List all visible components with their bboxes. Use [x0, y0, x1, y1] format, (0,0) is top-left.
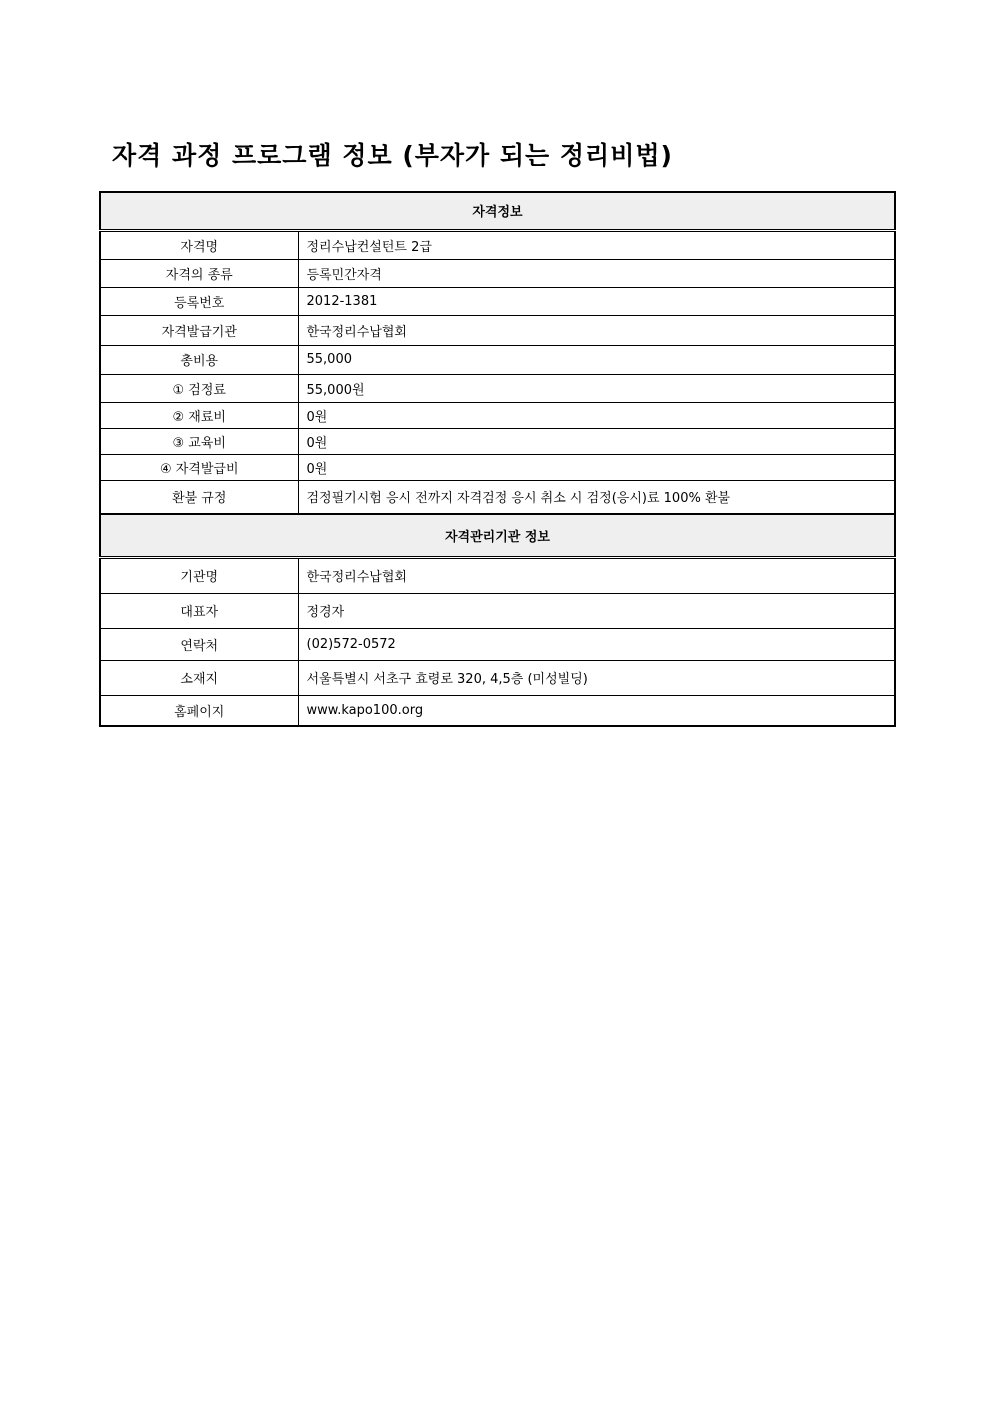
row-label: 환불 규정 [100, 480, 298, 514]
section-header-row [100, 192, 895, 230]
table-row [100, 695, 895, 726]
row-label: 대표자 [100, 593, 298, 628]
row-label: ④ 자격발급비 [100, 454, 298, 480]
table-row [100, 402, 895, 428]
table-row [100, 374, 895, 402]
table-row [100, 315, 895, 345]
row-value: 검정필기시험 응시 전까지 자격검정 응시 취소 시 검정(응시)료 100% 환불 [298, 480, 895, 514]
row-value: 등록민간자격 [298, 259, 895, 287]
row-label: 연락처 [100, 628, 298, 660]
agency-section-heading: 자격관리기관 정보 [100, 514, 895, 557]
row-label: ③ 교육비 [100, 428, 298, 454]
homepage-link[interactable]: www.kapo100.org [298, 695, 895, 726]
table-row [100, 428, 895, 454]
qualification-section-heading: 자격정보 [100, 192, 895, 230]
section-header-row [100, 514, 895, 557]
row-value: 0원 [298, 428, 895, 454]
row-value: 55,000 [298, 345, 895, 374]
row-label: 자격명 [100, 230, 298, 259]
table-row [100, 454, 895, 480]
row-label: 소재지 [100, 660, 298, 695]
row-value: 0원 [298, 402, 895, 428]
row-label: 등록번호 [100, 287, 298, 315]
row-value: 2012-1381 [298, 287, 895, 315]
row-value: 55,000원 [298, 374, 895, 402]
table-row [100, 660, 895, 695]
table-row [100, 628, 895, 660]
table-row [100, 287, 895, 315]
table-row [100, 557, 895, 593]
row-label: 홈페이지 [100, 695, 298, 726]
table-row [100, 230, 895, 259]
row-label: 자격발급기관 [100, 315, 298, 345]
row-value: 한국정리수납협회 [298, 315, 895, 345]
row-value: (02)572-0572 [298, 628, 895, 660]
table-row [100, 345, 895, 374]
row-value: 0원 [298, 454, 895, 480]
table-row [100, 480, 895, 514]
row-value: 한국정리수납협회 [298, 557, 895, 593]
page-title: 자격 과정 프로그램 정보 (부자가 되는 정리비법) [112, 141, 673, 170]
row-label: 총비용 [100, 345, 298, 374]
row-value: 정리수납컨설턴트 2급 [298, 230, 895, 259]
row-value: 정경자 [298, 593, 895, 628]
program-info-table [99, 191, 896, 727]
row-value: 서울특별시 서초구 효령로 320, 4,5층 (미성빌딩) [298, 660, 895, 695]
row-label: ① 검정료 [100, 374, 298, 402]
table-row [100, 593, 895, 628]
row-label: 기관명 [100, 557, 298, 593]
row-label: ② 재료비 [100, 402, 298, 428]
row-label: 자격의 종류 [100, 259, 298, 287]
table-row [100, 259, 895, 287]
